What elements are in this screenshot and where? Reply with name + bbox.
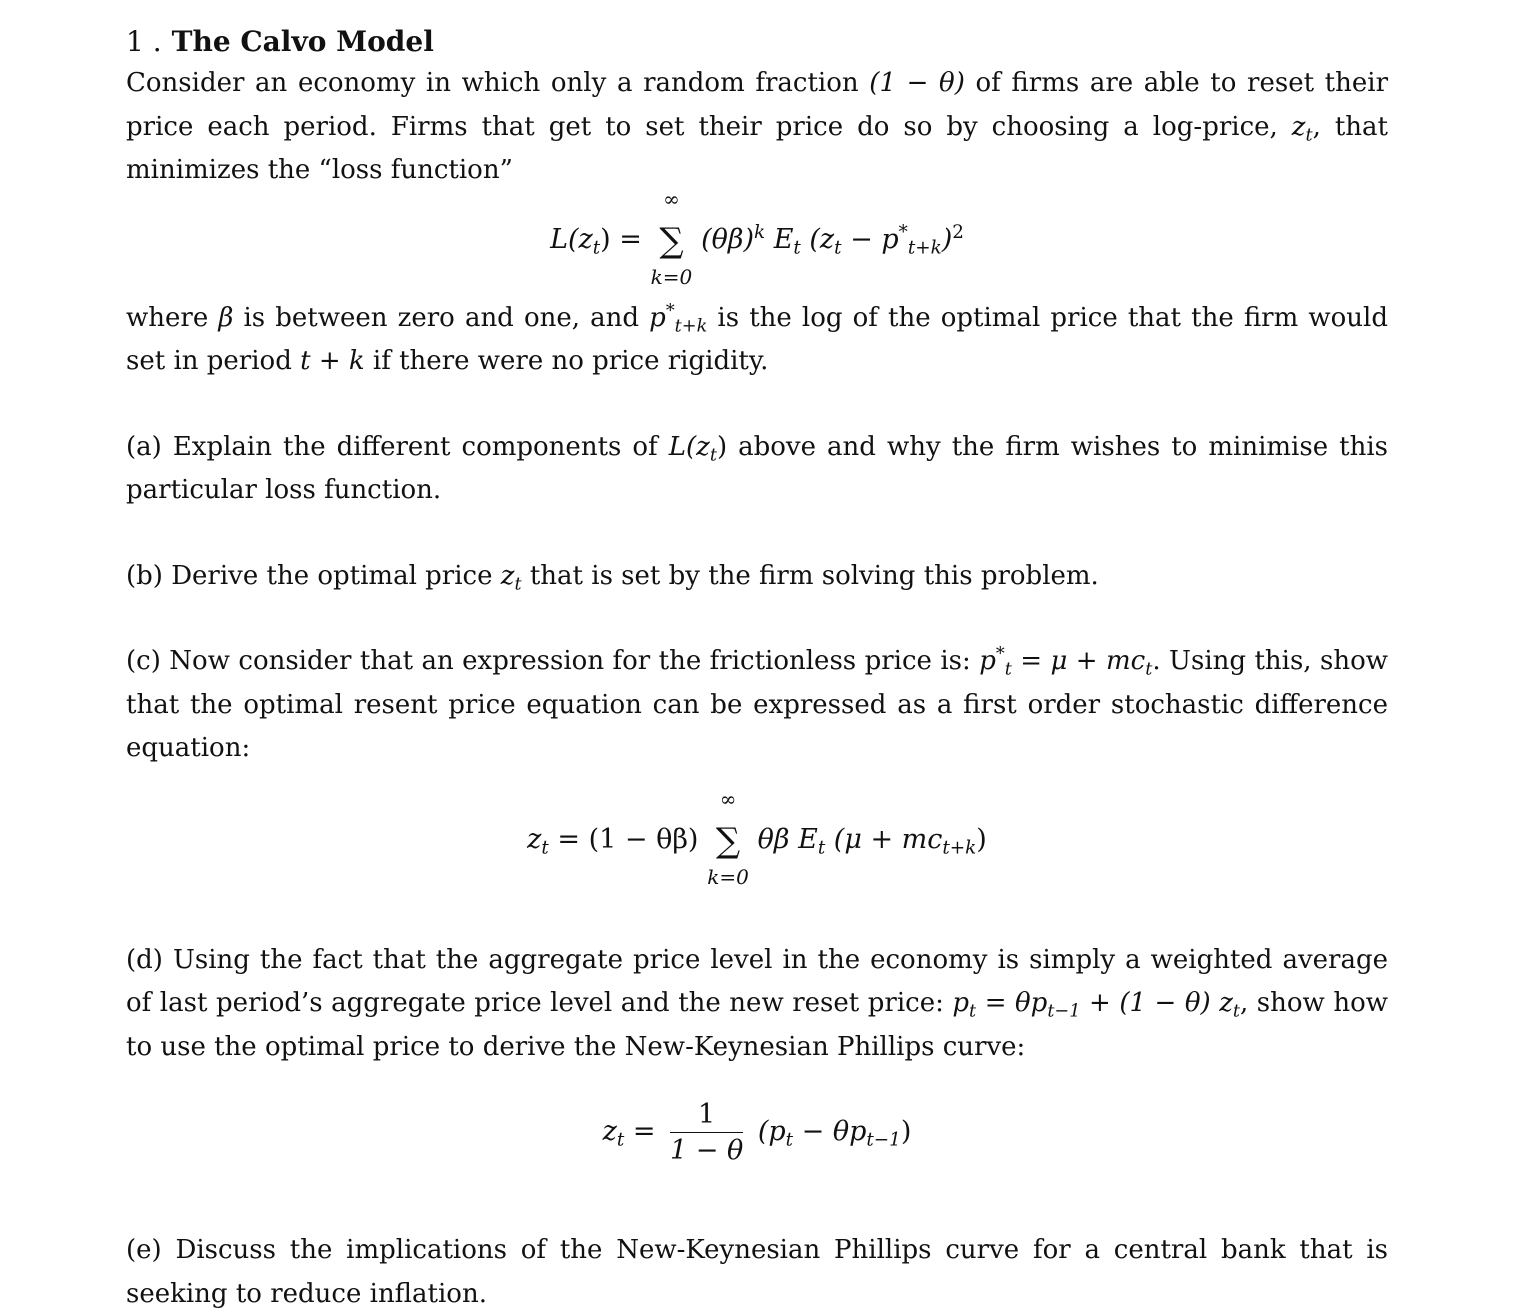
summation-symbol: ∑ ∞ k=0 bbox=[650, 186, 693, 289]
problem-page bbox=[126, 22, 1388, 1316]
part-b: (b) Derive the optimal price $z_t$ that is set by the firm solving this problem. bbox=[126, 560, 1099, 594]
summation-symbol: ∑ ∞ k=0 bbox=[707, 786, 749, 889]
part-e: (e) Discuss the implications of the New-Keynesian Phillips curve for a central bank that is seeking to reduce inflation. bbox=[126, 1235, 1388, 1309]
where-paragraph: where β is between zero and one, and $p^*_{t+k}$ is the log of the optimal price that the firm would set in period t + k if there were no price rigidity. bbox=[126, 300, 1388, 376]
intro-paragraph: Consider an economy in which only a random fraction (1 − θ) of firms are able to reset their price each period. Firms that get to set their price do so by choosing a log-price, $z_t$, that minimizes the “loss function” bbox=[126, 68, 1389, 185]
part-d: (d) Using the fact that the aggregate price level in the economy is simply a weighted average of last period’s aggregate price level and the new reset price: $p_t = \theta p_{t-1} + (1 - \theta)$ $z_t$, show how to use the optimal price to derive the New-Keynesian Phillips curve: bbox=[126, 944, 1388, 1062]
part-c: (c) Now consider that an expression for the frictionless price is: $p^*_t = \mu + mc_t$. Using this, show that the optimal resent price equation can be expressed as a first order stochastic difference equation: bbox=[126, 644, 1389, 763]
reset-price-equation: $z_t = (1 - \theta\beta)$ ∑ ∞ k=0 θβ $E_t$ $(\mu + mc_{t+k})$ bbox=[527, 786, 987, 889]
fraction: $\frac{1}{1 - \theta}$ bbox=[670, 1099, 744, 1166]
problem-number: 1 . bbox=[126, 25, 162, 58]
problem-title: The Calvo Model bbox=[171, 25, 434, 58]
part-a: (a) Explain the different components of $L(z_t)$ above and why the firm wishes to minimise this particular loss function. bbox=[126, 431, 1388, 505]
nkpc-equation: $z_t$ = $\frac{1}{1 - \theta}$ $(p_t - \theta p_{t-1})$ bbox=[602, 1099, 912, 1166]
loss-function-equation: $L(z_t)$ = ∑ ∞ k=0 $(\theta\beta)^k$ $E_t$ $(z_t - p^*_{t+k})^2$ bbox=[550, 186, 964, 289]
problem-heading bbox=[126, 22, 1388, 62]
